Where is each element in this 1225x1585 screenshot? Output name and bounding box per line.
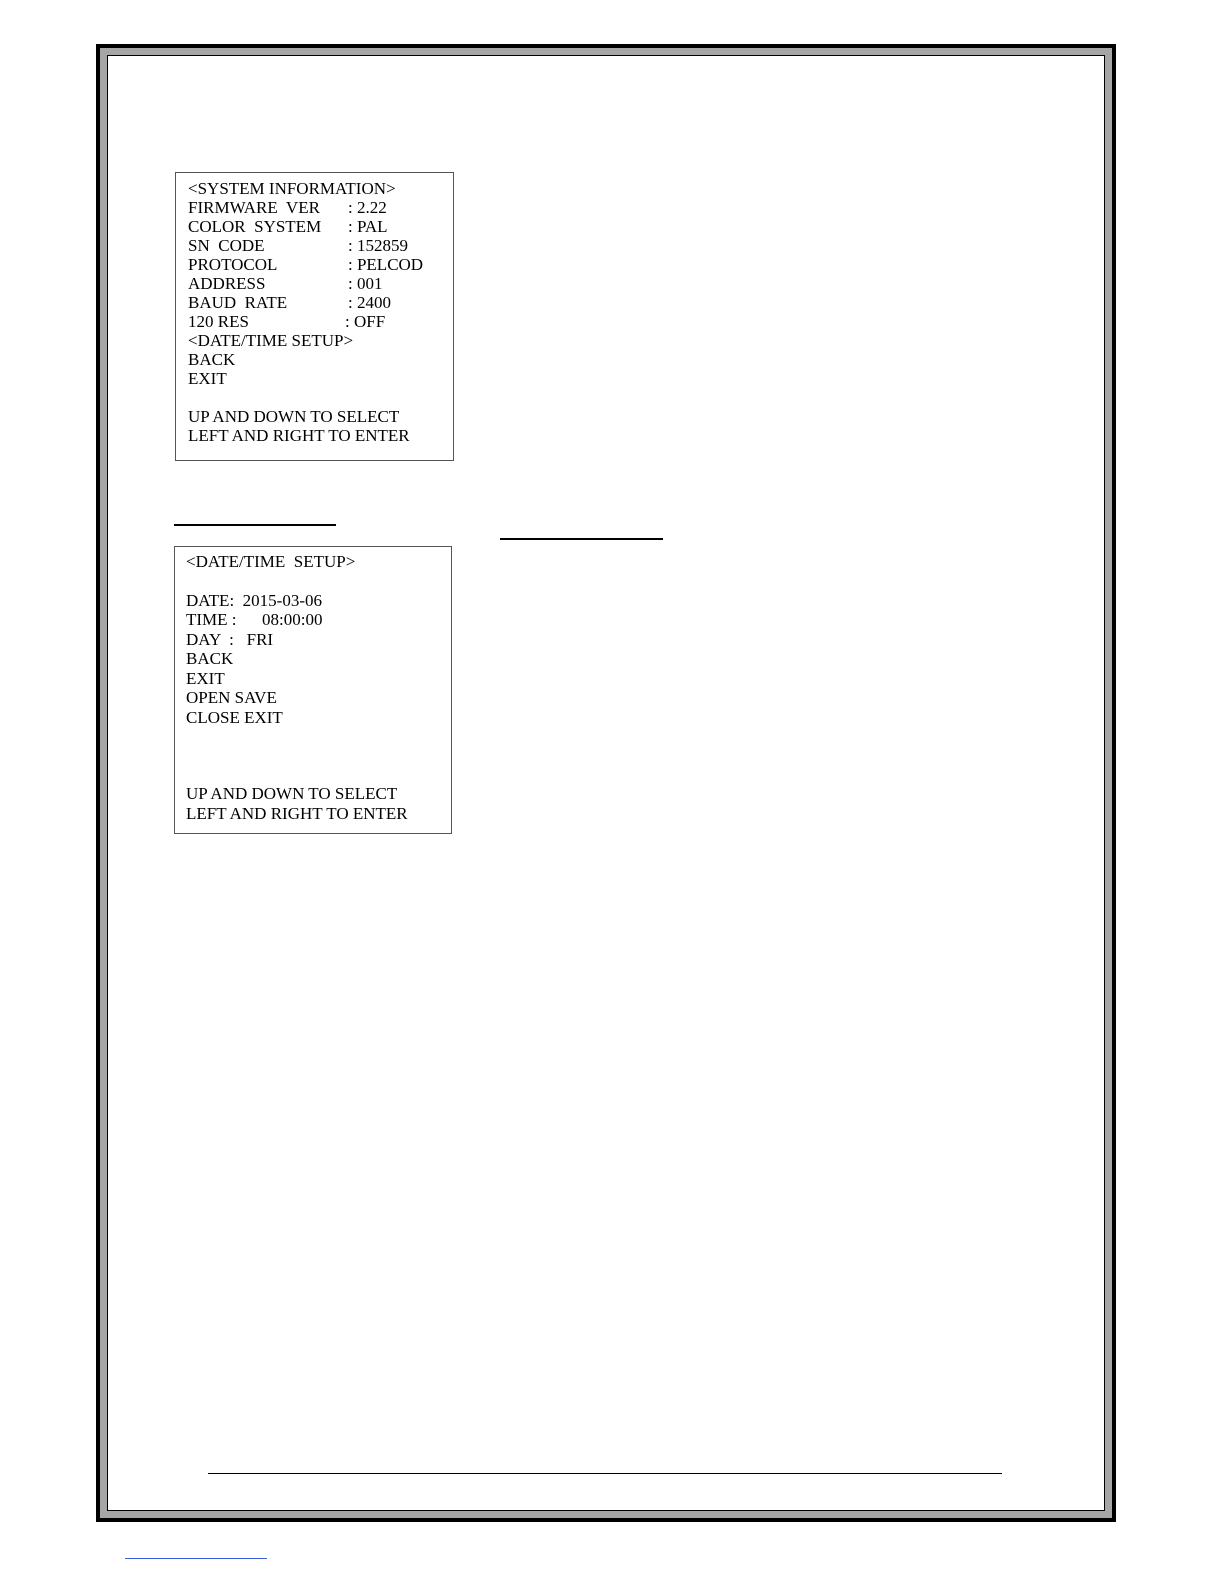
hint-left-right: LEFT AND RIGHT TO ENTER bbox=[188, 426, 410, 445]
time-item[interactable]: TIME : 08:00:00 bbox=[186, 610, 323, 629]
date-time-setup-menu bbox=[174, 546, 452, 834]
protocol-row bbox=[188, 255, 453, 274]
link-underline bbox=[125, 1558, 267, 1559]
baud-rate-label: BAUD RATE bbox=[188, 293, 288, 312]
firmware-version-label: FIRMWARE VER bbox=[188, 198, 320, 217]
baud-rate-value: : 2400 bbox=[348, 293, 391, 312]
address-row bbox=[188, 274, 453, 293]
hint-up-down: UP AND DOWN TO SELECT bbox=[188, 407, 400, 426]
open-save-item[interactable]: OPEN SAVE bbox=[186, 688, 277, 707]
hint-left-right: LEFT AND RIGHT TO ENTER bbox=[186, 803, 408, 823]
system-information-menu bbox=[175, 172, 454, 461]
color-system-row bbox=[188, 217, 453, 236]
sn-code-row bbox=[188, 236, 453, 255]
exit-item[interactable]: EXIT bbox=[186, 668, 225, 688]
sn-code-label: SN CODE bbox=[188, 236, 265, 255]
res-120-label: 120 RES bbox=[188, 312, 249, 331]
date-time-setup-title: <DATE/TIME SETUP> bbox=[186, 552, 356, 571]
baud-rate-row bbox=[188, 293, 453, 312]
res-120-row bbox=[188, 312, 453, 331]
firmware-version-value: : 2.22 bbox=[348, 198, 387, 217]
section-underline bbox=[500, 538, 663, 540]
back-item[interactable]: BACK bbox=[188, 350, 236, 369]
protocol-value: : PELCOD bbox=[348, 255, 424, 274]
section-underline bbox=[174, 524, 336, 526]
address-value: : 001 bbox=[348, 274, 383, 293]
hint-up-down: UP AND DOWN TO SELECT bbox=[186, 784, 398, 803]
date-time-setup-item[interactable]: <DATE/TIME SETUP> bbox=[188, 331, 354, 350]
address-label: ADDRESS bbox=[188, 274, 266, 293]
footer-rule bbox=[208, 1473, 1002, 1474]
date-item[interactable]: DATE: 2015-03-06 bbox=[186, 590, 322, 610]
back-item[interactable]: BACK bbox=[186, 649, 234, 668]
firmware-version-row bbox=[188, 198, 453, 217]
sn-code-value: : 152859 bbox=[348, 236, 408, 255]
res-120-value: : OFF bbox=[345, 312, 386, 331]
system-information-title: <SYSTEM INFORMATION> bbox=[188, 179, 396, 198]
close-exit-item[interactable]: CLOSE EXIT bbox=[186, 707, 283, 727]
protocol-label: PROTOCOL bbox=[188, 255, 278, 274]
color-system-value: : PAL bbox=[348, 217, 388, 236]
color-system-label: COLOR SYSTEM bbox=[188, 217, 322, 236]
day-item[interactable]: DAY : FRI bbox=[186, 629, 274, 649]
exit-item[interactable]: EXIT bbox=[188, 369, 227, 388]
